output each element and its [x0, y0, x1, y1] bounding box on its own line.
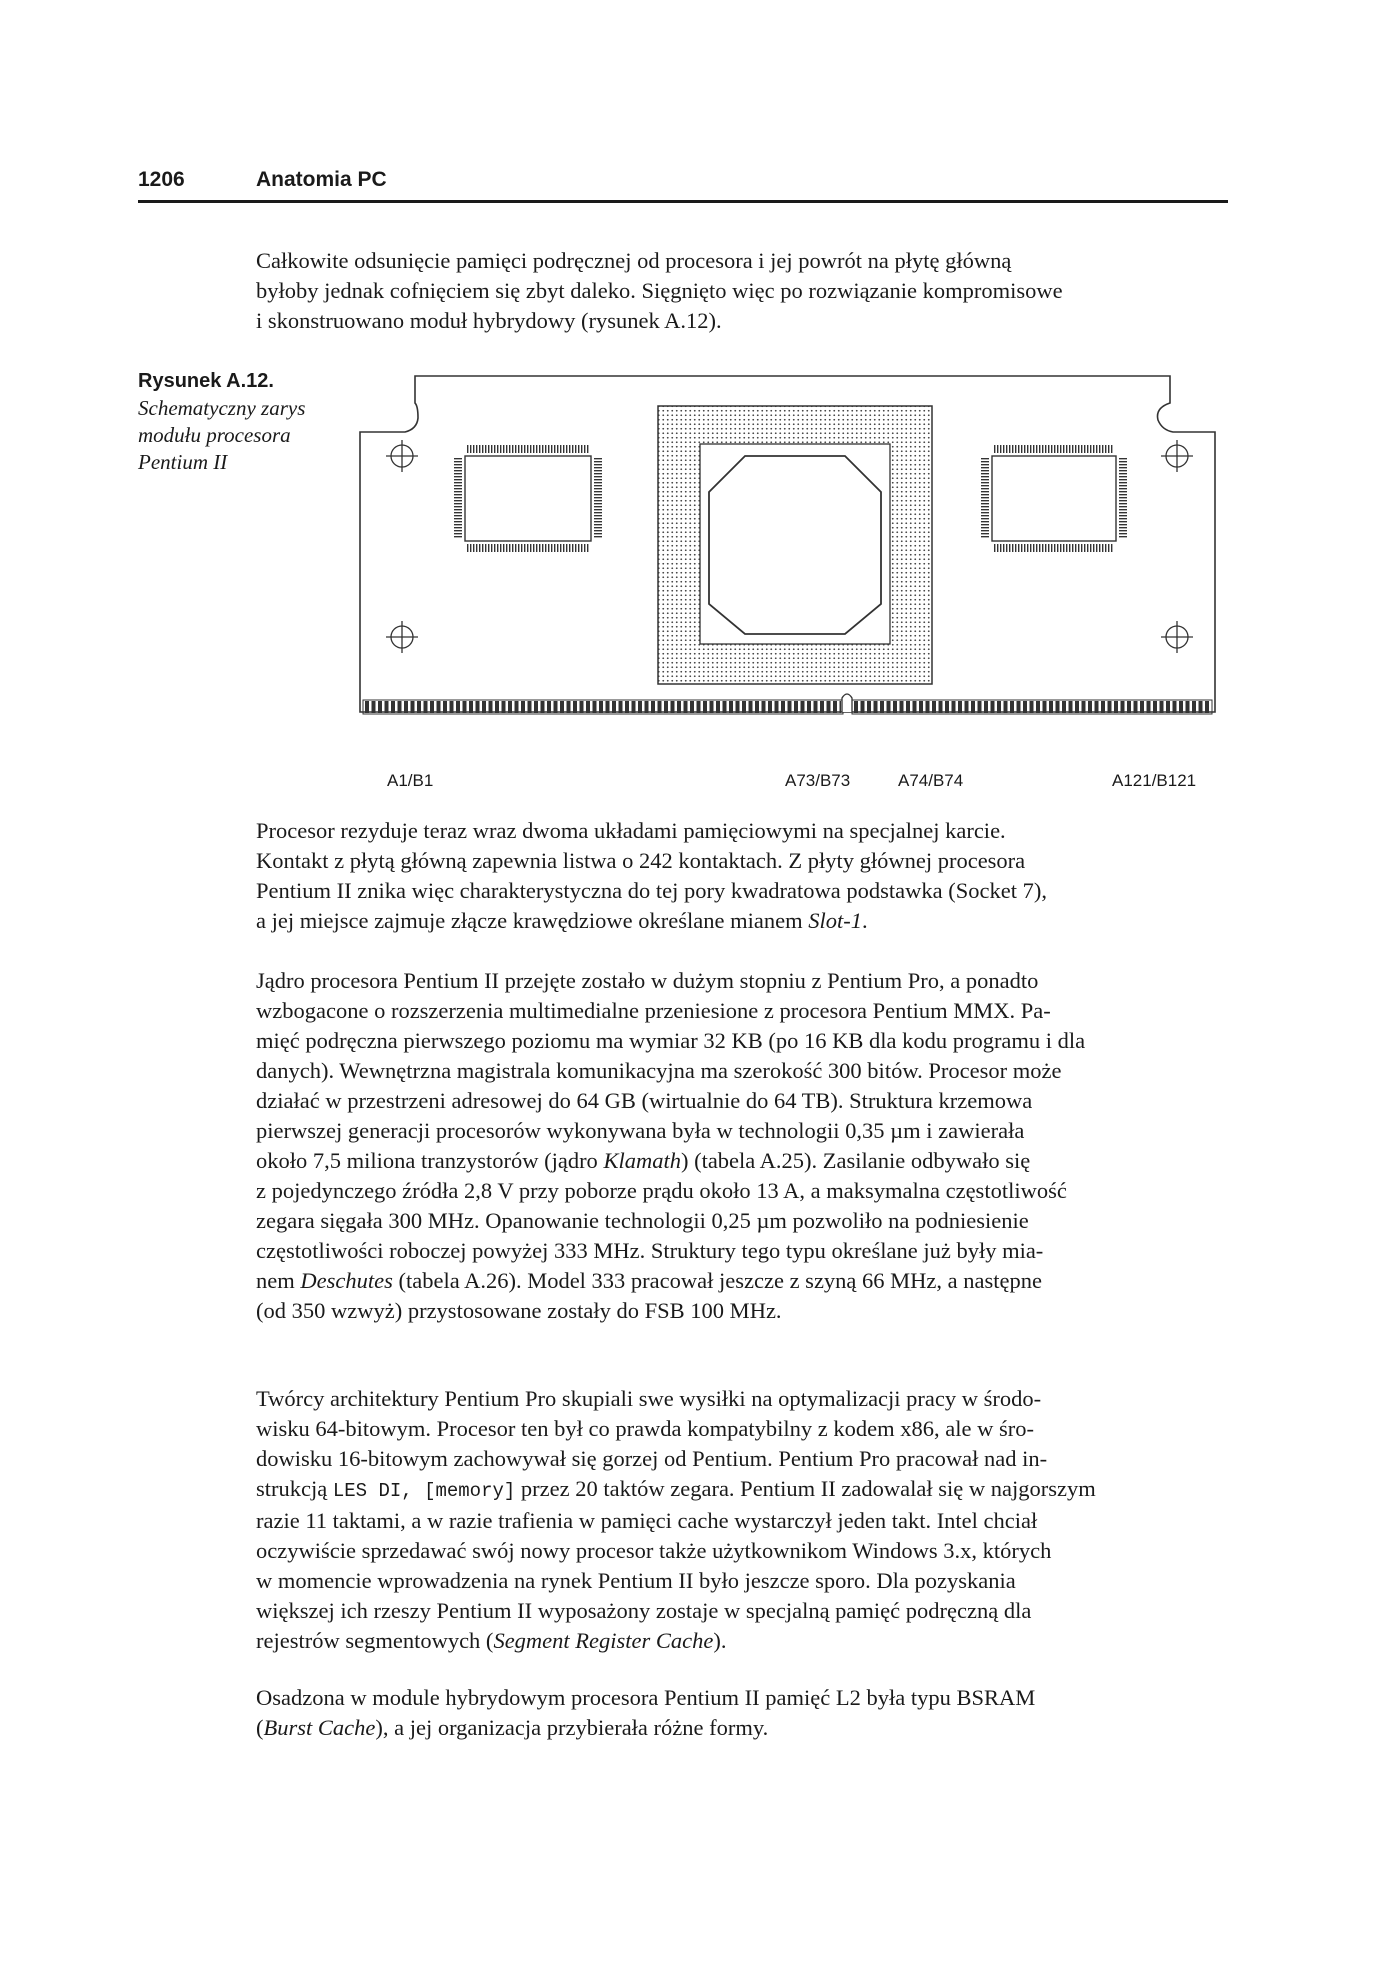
caption-line: modułu procesora	[138, 423, 291, 447]
text-line: zegara sięgała 300 MHz. Opanowanie technologii 0,25 µm pozwoliło na podniesienie	[256, 1208, 1029, 1233]
term-emphasis: Burst Cache	[263, 1715, 376, 1740]
text-line: Pentium II znika więc charakterystyczna do tej pory kwadratowa podstawka (Socket 7),	[256, 878, 1047, 903]
text-line: częstotliwości roboczej powyżej 333 MHz. Struktury tego typu określane już były mia-	[256, 1238, 1044, 1263]
text-line: Osadzona w module hybrydowym procesora Pentium II pamięć L2 była typu BSRAM	[256, 1685, 1036, 1710]
paragraph-3	[256, 966, 1226, 1326]
paragraph-4	[256, 1384, 1226, 1656]
pin-label: A74/B74	[898, 771, 964, 790]
text-line: pierwszej generacji procesorów wykonywana była w technologii 0,35 µm i zawierała	[256, 1118, 1025, 1143]
text-line: danych). Wewnętrzna magistrala komunikacyjna ma szerokość 300 bitów. Procesor może	[256, 1058, 1062, 1083]
text-line: Jądro procesora Pentium II przejęte zostało w dużym stopniu z Pentium Pro, a ponadto	[256, 968, 1039, 993]
text-line: około 7,5 miliona tranzystorów (jądro Klamath) (tabela A.25). Zasilanie odbywało się	[256, 1148, 1031, 1173]
text-line: w momencie wprowadzenia na rynek Pentium II było jeszcze sporo. Dla pozyskania	[256, 1568, 1016, 1593]
text-line: i skonstruowano moduł hybrydowy (rysunek A.12).	[256, 308, 722, 333]
paragraph-1	[256, 246, 1226, 336]
text-line: razie 11 taktami, a w razie trafienia w pamięci cache wystarczył jeden takt. Intel chciał	[256, 1508, 1038, 1533]
text-line: Procesor rezyduje teraz wraz dwoma układami pamięciowymi na specjalnej karcie.	[256, 818, 1006, 843]
paragraph-2	[256, 816, 1226, 936]
text-line: Całkowite odsunięcie pamięci podręcznej od procesora i jej powrót na płytę główną	[256, 248, 1012, 273]
cpu-package	[658, 406, 932, 684]
page-number: 1206	[138, 168, 185, 191]
pin-label: A73/B73	[785, 771, 851, 790]
text-line: (od 350 wzwyż) przystosowane zostały do FSB 100 MHz.	[256, 1298, 782, 1323]
text-line: oczywiście sprzedawać swój nowy procesor także użytkownikom Windows 3.x, których	[256, 1538, 1052, 1563]
running-title: Anatomia PC	[256, 168, 387, 191]
text-line: Kontakt z płytą główną zapewnia listwa o 242 kontaktach. Z płyty głównej procesora	[256, 848, 1026, 873]
text-line: Twórcy architektury Pentium Pro skupiali swe wysiłki na optymalizacji pracy w środo-	[256, 1386, 1042, 1411]
term-emphasis: Segment Register Cache	[493, 1628, 714, 1653]
caption-line: Schematyczny zarys	[138, 396, 306, 420]
figure-caption	[138, 368, 338, 476]
code-snippet: LES DI, [memory]	[332, 1480, 516, 1502]
term-emphasis: Klamath	[603, 1148, 681, 1173]
text-line: nem Deschutes (tabela A.26). Model 333 pracował jeszcze z szyną 66 MHz, a następne	[256, 1268, 1042, 1293]
cache-chip-left	[458, 449, 598, 548]
mounting-hole-top-right-icon	[1161, 440, 1193, 472]
text-line: wisku 64-bitowym. Procesor ten był co prawda kompatybilny z kodem x86, ale w śro-	[256, 1416, 1034, 1441]
paragraph-5	[256, 1683, 1226, 1743]
mounting-hole-bottom-right-icon	[1161, 621, 1193, 653]
cache-chip-right	[985, 449, 1123, 548]
pentium-ii-module-diagram	[355, 368, 1225, 768]
text-line: dowisku 16-bitowym zachowywał się gorzej od Pentium. Pentium Pro pracował nad in-	[256, 1446, 1048, 1471]
text-line: wzbogacone o rozszerzenia multimedialne przeniesione z procesora Pentium MMX. Pa-	[256, 998, 1051, 1023]
edge-connector	[363, 694, 1212, 714]
mounting-hole-top-left-icon	[386, 440, 418, 472]
mounting-hole-bottom-left-icon	[386, 621, 418, 653]
page-header	[138, 164, 1228, 203]
text-line: (Burst Cache), a jej organizacja przybierała różne formy.	[256, 1715, 769, 1740]
figure-label: Rysunek A.12.	[138, 370, 274, 392]
caption-line: Pentium II	[138, 450, 228, 474]
text-line: działać w przestrzeni adresowej do 64 GB (wirtualnie do 64 TB). Struktura krzemowa	[256, 1088, 1033, 1113]
pin-label: A1/B1	[387, 771, 434, 790]
text-line: rejestrów segmentowych (Segment Register Cache).	[256, 1628, 727, 1653]
text-line: mięć podręczna pierwszego poziomu ma wymiar 32 KB (po 16 KB dla kodu programu i dla	[256, 1028, 1086, 1053]
text-line: byłoby jednak cofnięciem się zbyt daleko. Sięgnięto więc po rozwiązanie kompromisowe	[256, 278, 1063, 303]
pin-label: A121/B121	[1112, 771, 1197, 790]
term-emphasis: Slot-1	[808, 908, 862, 933]
term-emphasis: Deschutes	[300, 1268, 393, 1293]
text-line: większej ich rzeszy Pentium II wyposażony zostaje w specjalną pamięć podręczną dla	[256, 1598, 1032, 1623]
text-line: a jej miejsce zajmuje złącze krawędziowe określane mianem Slot-1.	[256, 908, 868, 933]
text-line: z pojedynczego źródła 2,8 V przy poborze prądu około 13 A, a maksymalna częstotliwość	[256, 1178, 1067, 1203]
text-line: strukcją LES DI, [memory] przez 20 taktów zegara. Pentium II zadowalał się w najgorszym	[256, 1476, 1096, 1502]
